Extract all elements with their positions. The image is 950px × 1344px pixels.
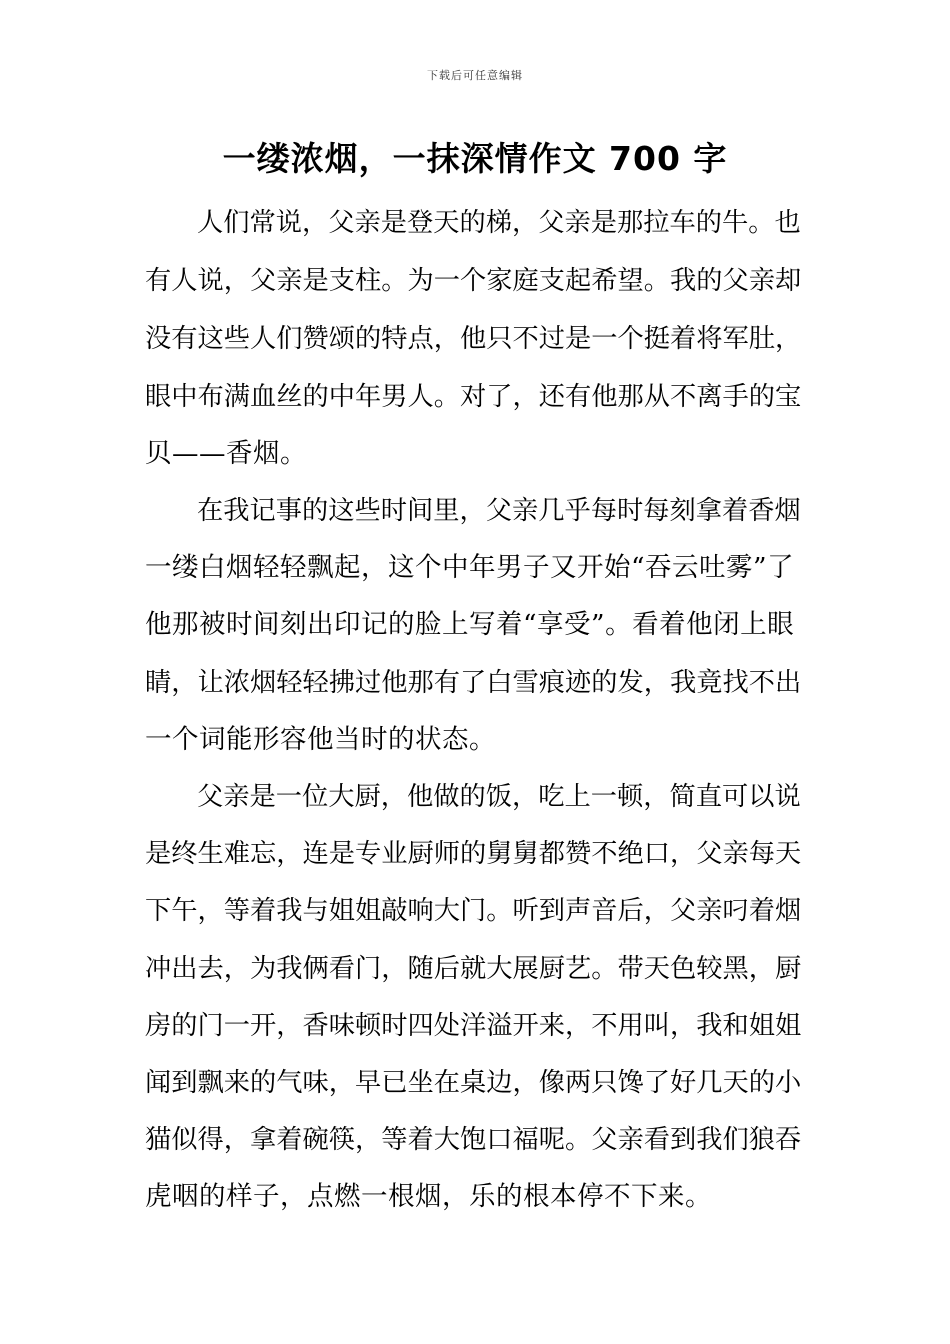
paragraph-3-line-4: 冲出去，为我俩看门，随后就大展厨艺。带天色较黑，厨 [145, 954, 802, 984]
paragraph-3-line-1: 父亲是一位大厨，他做的饭，吃上一顿，简直可以说 [197, 782, 801, 812]
paragraph-3-line-6: 闻到飘来的气味，早已坐在桌边，像两只馋了好几天的小 [145, 1068, 802, 1098]
paragraph-3-line-5: 房的门一开，香味顿时四处洋溢开来，不用叫，我和姐姐 [145, 1011, 802, 1041]
paragraph-2-line-5: 一个词能形容他当时的状态。 [145, 724, 496, 755]
paragraph-1-line-2: 有人说，父亲是支柱。为一个家庭支起希望。我的父亲却 [145, 266, 802, 296]
paragraph-2-line-1: 在我记事的这些时间里，父亲几乎每时每刻拿着香烟 [197, 496, 801, 526]
paragraph-2-line-4: 睛，让浓烟轻轻拂过他那有了白雪痕迹的发，我竟找不出 [145, 668, 802, 698]
paragraph-2-line-2: 一缕白烟轻轻飘起，这个中年男子又开始“吞云吐雾”了 [145, 552, 795, 583]
paragraph-1-line-3: 没有这些人们赞颂的特点，他只不过是一个挺着将军肚， [145, 324, 802, 354]
paragraph-1-line-1: 人们常说，父亲是登天的梯，父亲是那拉车的牛。也 [197, 208, 801, 238]
paragraph-1-line-5: 贝——香烟。 [145, 438, 307, 469]
paragraph-3-line-7: 猫似得，拿着碗筷，等着大饱口福呢。父亲看到我们狼吞 [145, 1125, 802, 1155]
paragraph-3-line-2: 是终生难忘，连是专业厨师的舅舅都赞不绝口，父亲每天 [145, 839, 802, 869]
paragraph-3-line-8: 虎咽的样子，点燃一根烟，乐的根本停不下来。 [145, 1181, 712, 1212]
header-note: 下载后可任意编辑 [427, 69, 523, 82]
page-title: 一缕浓烟，一抹深情作文 700 字 [222, 139, 728, 178]
paragraph-2-line-3: 他那被时间刻出印记的脸上写着“享受”。看着他闭上眼 [145, 609, 795, 640]
paragraph-1-line-4: 眼中布满血丝的中年男人。对了，还有他那从不离手的宝 [145, 382, 802, 412]
paragraph-3-line-3: 下午，等着我与姐姐敲响大门。听到声音后，父亲叼着烟 [145, 896, 802, 926]
